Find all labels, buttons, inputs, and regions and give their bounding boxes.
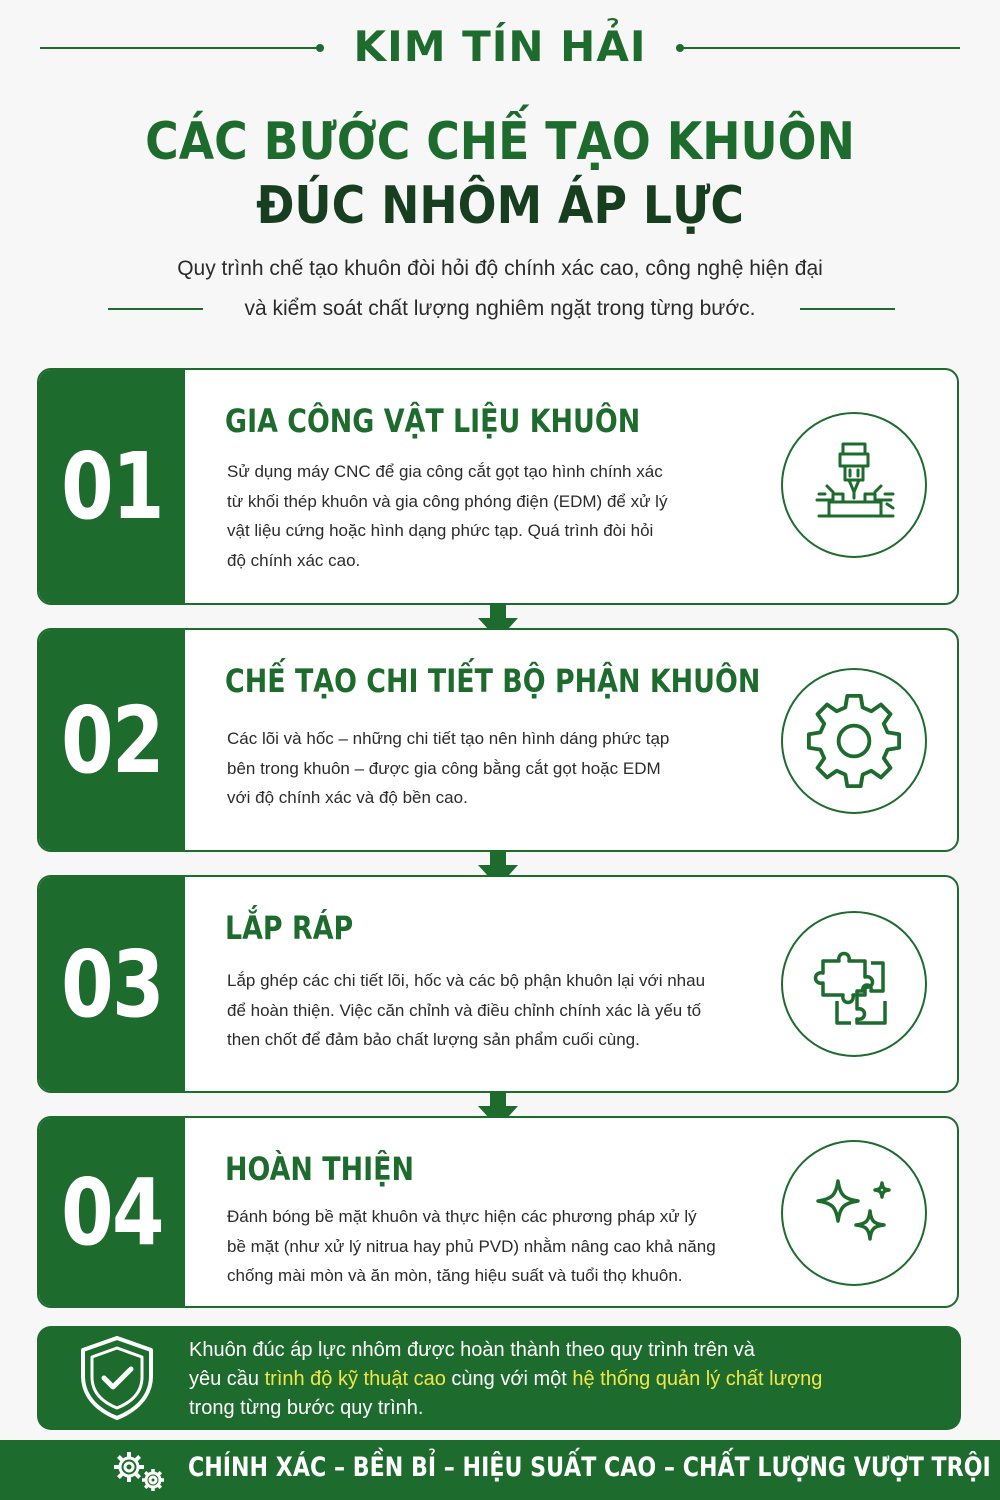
- step-description-line: Sử dụng máy CNC để gia công cắt gọt tạo hình chính xác: [227, 462, 663, 481]
- summary-line2: [189, 1365, 929, 1394]
- step-description-line: Lắp ghép các chi tiết lõi, hốc và các bộ phận khuôn lại với nhau: [227, 971, 706, 990]
- footer-tagline: CHÍNH XÁC – BỀN BỈ – HIỆU SUẤT CAO – CHẤT LƯỢNG VƯỢT TRỘI: [188, 1452, 991, 1483]
- step-icon-circle: [781, 412, 927, 558]
- step-number: 02: [61, 686, 163, 794]
- step-description-line: độ chính xác cao.: [227, 550, 361, 570]
- step-card-4: [37, 1116, 959, 1308]
- step-number-block: [39, 877, 185, 1091]
- subtitle-line2: và kiểm soát chất lượng nghiêm ngặt trong từng bước.: [244, 297, 756, 320]
- step-card-3: [37, 875, 959, 1093]
- step-icon-circle: [781, 668, 927, 814]
- sparkles-icon: [808, 1167, 900, 1259]
- step-description: [227, 724, 767, 813]
- summary-note: [37, 1326, 961, 1430]
- brand-name: KIM TÍN HẢI: [353, 22, 647, 71]
- step-description-line: Các lõi và hốc – những chi tiết tạo nên hình dáng phức tạp: [227, 729, 670, 748]
- brand-row: [0, 20, 1000, 80]
- shield-check-icon: [77, 1334, 157, 1422]
- summary-line3: trong từng bước quy trình.: [189, 1397, 424, 1419]
- gears-icon: [112, 1450, 168, 1492]
- subtitle-divider-right: [800, 308, 895, 310]
- step-number: 04: [61, 1158, 163, 1266]
- step-description-line: chống mài mòn và ăn mòn, tăng hiệu suất và tuổi thọ khuôn.: [227, 1266, 683, 1285]
- step-title: HOÀN THIỆN: [225, 1150, 414, 1188]
- step-number: 01: [61, 433, 163, 540]
- summary-note-text: [189, 1336, 929, 1423]
- page-title-line2: ĐÚC NHÔM ÁP LỰC: [256, 176, 744, 236]
- step-description-line: từ khối thép khuôn và gia công phóng điện (EDM) để xử lý: [227, 491, 668, 511]
- step-description-line: vật liệu cứng hoặc hình dạng phức tạp. Quá trình đòi hỏi: [227, 521, 654, 540]
- gear-icon: [806, 693, 902, 789]
- step-number-block: [39, 630, 185, 850]
- summary-line1: Khuôn đúc áp lực nhôm được hoàn thành theo quy trình trên và: [189, 1339, 755, 1361]
- step-title: LẮP RÁP: [225, 909, 354, 947]
- step-number: 03: [61, 930, 163, 1038]
- summary-text: yêu cầu: [189, 1368, 265, 1390]
- step-icon-circle: [781, 911, 927, 1057]
- puzzle-icon: [809, 939, 899, 1029]
- footer-banner: [0, 1440, 1000, 1500]
- step-description-line: bên trong khuôn – được gia công bằng cắt gọt hoặc EDM: [227, 758, 661, 778]
- step-description-line: then chốt để đảm bảo chất lượng sản phẩm cuối cùng.: [227, 1030, 640, 1049]
- highlight-quality-system: hệ thống quản lý chất lượng: [572, 1368, 823, 1390]
- step-card-1: [37, 368, 959, 605]
- step-description: [227, 966, 767, 1055]
- step-description: [227, 1202, 767, 1291]
- step-description: [227, 457, 767, 575]
- step-description-line: để hoàn thiện. Việc căn chỉnh và điều chỉnh chính xác là yếu tố: [227, 1000, 702, 1020]
- step-title: GIA CÔNG VẬT LIỆU KHUÔN: [225, 402, 641, 440]
- step-icon-circle: [781, 1140, 927, 1286]
- step-title: CHẾ TẠO CHI TIẾT BỘ PHẬN KHUÔN: [225, 662, 761, 700]
- step-number-block: [39, 1118, 185, 1306]
- summary-text: cùng với một: [445, 1368, 573, 1390]
- step-number-block: [39, 370, 185, 603]
- brand-divider-right: [680, 47, 960, 49]
- page-title-line1: CÁC BƯỚC CHẾ TẠO KHUÔN: [145, 112, 855, 172]
- step-description-line: Đánh bóng bề mặt khuôn và thực hiện các phương pháp xử lý: [227, 1207, 697, 1226]
- subtitle-line1: Quy trình chế tạo khuôn đòi hỏi độ chính xác cao, công nghệ hiện đại: [177, 257, 823, 280]
- step-card-2: [37, 628, 959, 852]
- step-description-line: bề mặt (như xử lý nitrua hay phủ PVD) nhằm nâng cao khả năng: [227, 1236, 716, 1256]
- highlight-technical: trình độ kỹ thuật cao: [264, 1368, 446, 1390]
- cnc-machine-icon: [809, 440, 899, 530]
- step-description-line: với độ chính xác và độ bền cao.: [227, 788, 468, 807]
